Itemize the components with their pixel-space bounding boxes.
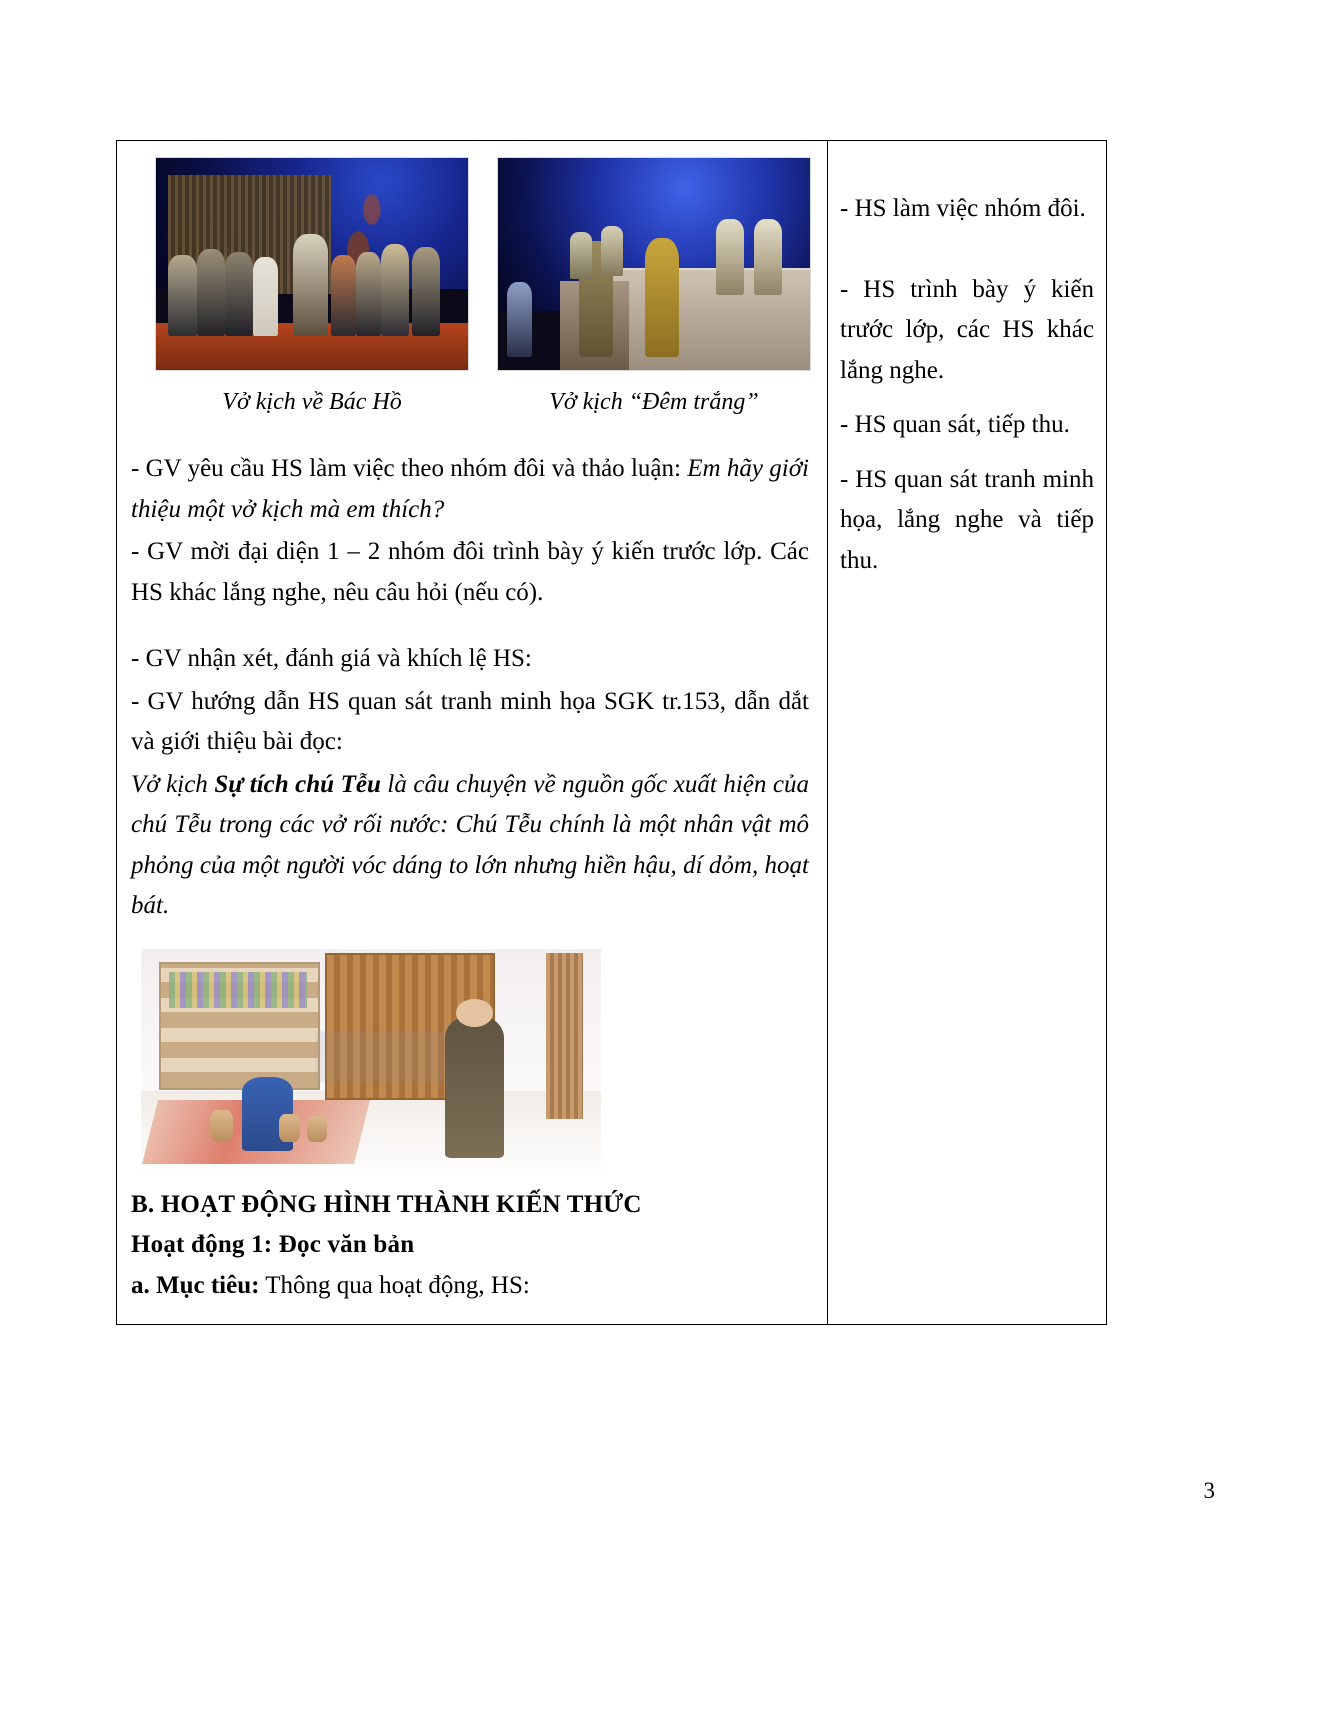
photo-soldier xyxy=(754,219,782,294)
photo-soldier xyxy=(570,232,592,279)
photo-actor xyxy=(225,252,253,336)
photo-actor xyxy=(253,257,278,336)
stage-photo-dem-trang xyxy=(497,157,811,371)
photo-actor xyxy=(356,252,381,336)
photo-soldier xyxy=(716,219,744,294)
paragraph-gv-yeu-cau xyxy=(127,449,815,530)
right-paragraph-trinh-bay: - HS trình bày ý kiến trước lớp, các HS khác lắng nghe. xyxy=(840,275,1094,384)
right-paragraph-quan-sat-tranh: - HS quan sát tranh minh họa, lắng nghe và tiếp thu. xyxy=(840,465,1094,574)
caption-bac-ho: Vở kịch về Bác Hồ xyxy=(222,389,402,415)
paragraph-rest: là câu chuyện về nguồn gốc xuất hiện của chú Tễu trong các vở rối nước: Chú Tễu chính là một nhân vật mô phỏng của một người vóc dáng to lớn nhưng hiền hậu, dí dỏm, hoạt bát. xyxy=(131,770,809,919)
right-paragraph-lam-viec-nhom: - HS làm việc nhóm đôi. xyxy=(840,195,1086,222)
right-paragraph-quan-sat: - HS quan sát, tiếp thu. xyxy=(840,411,1070,438)
paragraph-lead: Vở kịch xyxy=(131,770,215,798)
paragraph-gv-moi-dai-dien: - GV mời đại diện 1 – 2 nhóm đôi trình bày ý kiến trước lớp. Các HS khác lắng nghe, nêu câu hỏi (nếu có). xyxy=(131,538,809,606)
photo-cast-group xyxy=(156,205,468,336)
photo-actor xyxy=(331,255,356,336)
muc-tieu-label: a. Mục tiêu: xyxy=(131,1271,260,1299)
story-title: Sự tích chú Tễu xyxy=(214,770,381,798)
paragraph-gv-yeu-cau-prefix: - GV yêu cầu HS làm việc theo nhóm đôi và thảo luận: xyxy=(131,455,688,482)
page-number: 3 xyxy=(1203,1478,1215,1503)
illustration-man-head xyxy=(456,999,493,1027)
table-cell-student-actions xyxy=(828,141,1107,1325)
illustration-books xyxy=(169,972,307,1009)
muc-tieu-rest: Thông qua hoạt động, HS: xyxy=(259,1271,530,1299)
tranh-minh-hoa-chu-teu xyxy=(141,949,601,1179)
photo-actor xyxy=(197,249,225,336)
photo-soldier xyxy=(601,226,623,276)
caption-row xyxy=(127,371,815,423)
stage-photo-bac-ho xyxy=(155,157,469,371)
photo-actor xyxy=(168,255,196,336)
heading-hoat-dong-hinh-thanh: B. HOẠT ĐỘNG HÌNH THÀNH KIẾN THỨC xyxy=(131,1190,642,1218)
photo-cast-group xyxy=(498,200,810,357)
illustration-post xyxy=(546,953,583,1119)
photo-actor xyxy=(381,244,409,336)
table-cell-activities xyxy=(117,141,828,1325)
illustration-puppet xyxy=(279,1114,300,1142)
photo-actor xyxy=(412,247,440,336)
paragraph-muc-tieu xyxy=(127,1266,815,1307)
photo-lead-actor xyxy=(293,234,327,337)
photo-lead-actor xyxy=(645,238,679,357)
illustration-puppet xyxy=(210,1110,233,1142)
stage-photo-row xyxy=(127,149,815,371)
photo-actor xyxy=(507,282,532,357)
paragraph-gioi-thieu-bai-doc xyxy=(127,765,815,927)
lesson-plan-table xyxy=(116,140,1107,1325)
paragraph-gv-yeu-cau-question: Em hãy giới thiệu một vở kịch mà em thích? xyxy=(131,455,809,523)
illustration-puppet xyxy=(307,1116,328,1141)
heading-hoat-dong-1: Hoạt động 1: Đọc văn bản xyxy=(131,1231,415,1258)
paragraph-gv-huong-dan: - GV hướng dẫn HS quan sát tranh minh họa SGK tr.153, dẫn dắt và giới thiệu bài đọc: xyxy=(131,687,809,755)
illustration-man xyxy=(445,1015,505,1158)
caption-dem-trang: Vở kịch “Đêm trắng” xyxy=(549,389,759,415)
paragraph-gv-nhan-xet: - GV nhận xét, đánh giá và khích lệ HS: xyxy=(131,645,532,672)
